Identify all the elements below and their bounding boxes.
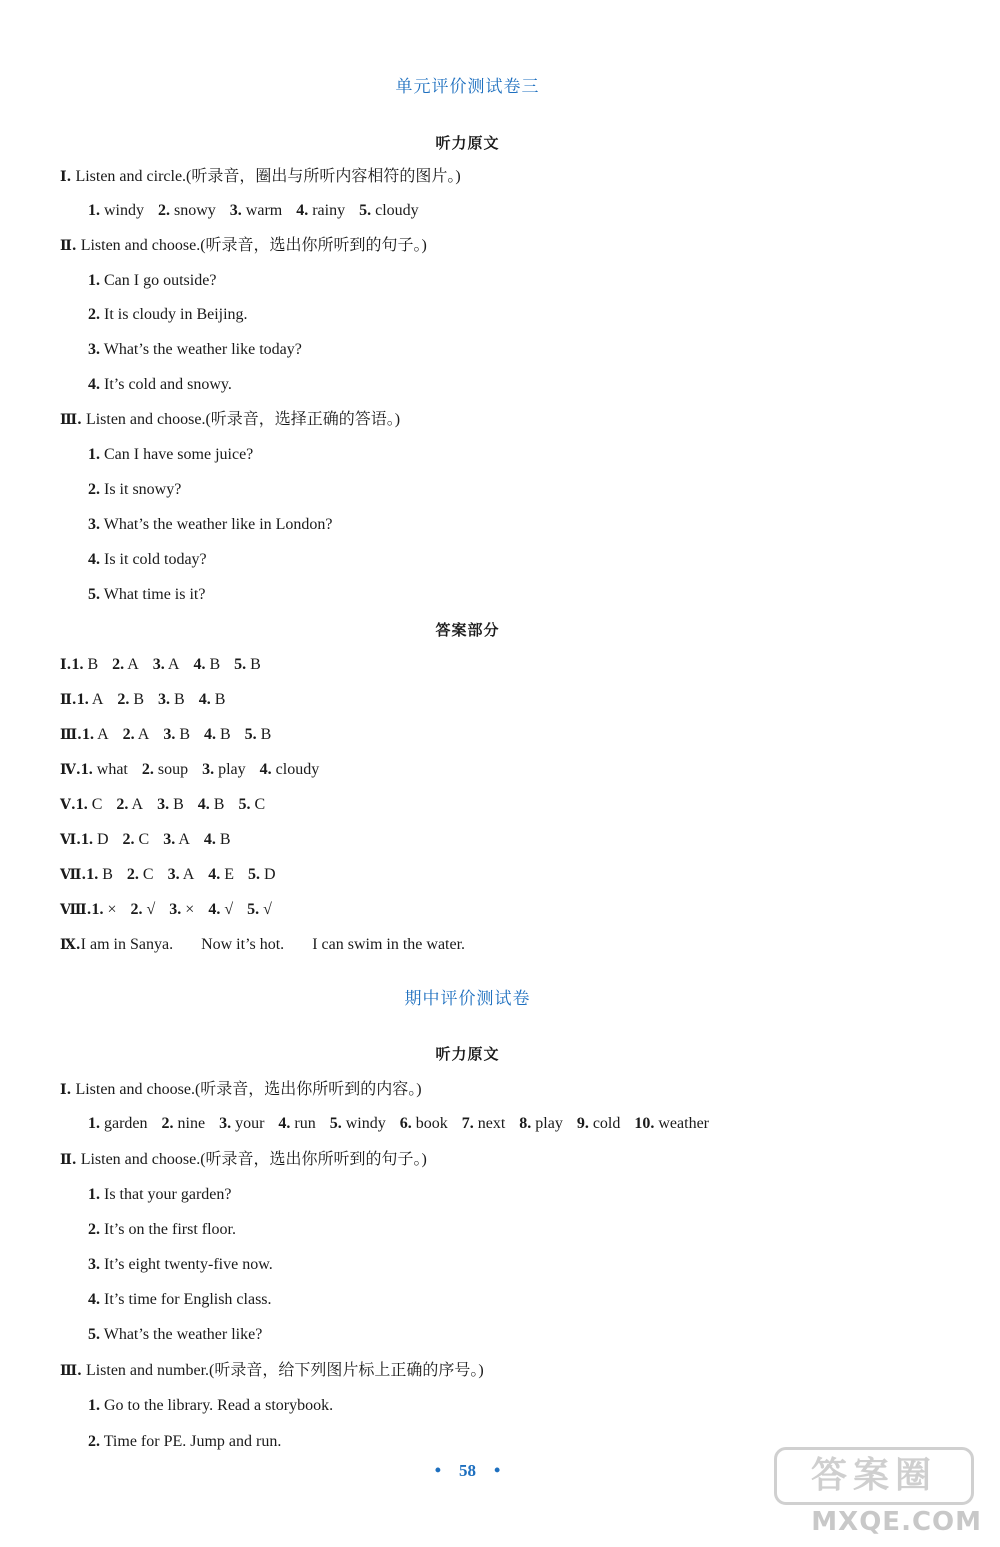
list-item: 1. Go to the library. Read a storybook. bbox=[88, 1397, 334, 1414]
question-2-instruction: Ⅱ. Listen and choose.(听录音，选出你所听到的句子。) bbox=[60, 237, 427, 254]
list-item: 1. windy bbox=[88, 202, 144, 219]
list-item: 4. run bbox=[278, 1115, 316, 1132]
question-1-instruction: Ⅰ. Listen and choose.(听录音，选出你所听到的内容。) bbox=[60, 1081, 422, 1098]
list-item: 5. What time is it? bbox=[88, 586, 206, 603]
list-item: 5. What’s the weather like? bbox=[88, 1326, 263, 1343]
answer-row: Ⅷ.1. × 2. √ 3. × 4. √ 5. √ bbox=[60, 901, 272, 918]
page-number: • 58 • bbox=[434, 1460, 501, 1480]
answer-row: Ⅶ.1. B 2. C 3. A 4. E 5. D bbox=[60, 866, 276, 883]
list-item: 1. garden bbox=[88, 1115, 148, 1132]
list-item: 4. rainy bbox=[296, 202, 346, 219]
list-item: 2. It’s on the first floor. bbox=[88, 1221, 236, 1238]
list-item: 2. nine bbox=[161, 1115, 206, 1132]
answer-row: Ⅱ.1. A 2. B 3. B 4. B bbox=[60, 691, 226, 708]
list-item: 3. your bbox=[219, 1115, 265, 1132]
list-item: 3. It’s eight twenty-five now. bbox=[88, 1256, 273, 1273]
list-item: 2. It is cloudy in Beijing. bbox=[88, 306, 248, 323]
question-2-instruction: Ⅱ. Listen and choose.(听录音，选出你所听到的句子。) bbox=[60, 1151, 427, 1168]
list-item: 9. cold bbox=[576, 1115, 621, 1132]
bullet-dot-icon: • bbox=[494, 1460, 501, 1480]
question-3-instruction: Ⅲ. Listen and number.(听录音，给下列图片标上正确的序号。) bbox=[60, 1362, 484, 1379]
list-item: 3. What’s the weather like today? bbox=[88, 341, 302, 358]
watermark-url: MXQE.COM bbox=[811, 1507, 982, 1537]
question-1-items bbox=[88, 1114, 719, 1134]
list-item: 6. book bbox=[399, 1115, 448, 1132]
list-item: 2. snowy bbox=[158, 202, 216, 219]
bullet-dot-icon: • bbox=[434, 1460, 441, 1480]
list-item: 2. Is it snowy? bbox=[88, 481, 182, 498]
question-3-instruction: Ⅲ. Listen and choose.(听录音，选择正确的答语。) bbox=[60, 411, 401, 428]
list-item: 1. Is that your garden? bbox=[88, 1186, 232, 1203]
answer-row: Ⅲ.1. A 2. A 3. B 4. B 5. B bbox=[60, 726, 272, 743]
list-item: 4. It’s cold and snowy. bbox=[88, 376, 232, 393]
watermark-logo: 答案圈 bbox=[774, 1447, 974, 1505]
list-item: 10. weather bbox=[634, 1115, 710, 1132]
list-item: 1. Can I have some juice? bbox=[88, 446, 254, 463]
listening-heading: 听力原文 bbox=[435, 1045, 500, 1063]
list-item: 4. Is it cold today? bbox=[88, 551, 207, 568]
list-item: 8. play bbox=[519, 1115, 563, 1132]
list-item: 3. warm bbox=[229, 202, 283, 219]
watermark bbox=[762, 1447, 982, 1537]
answers-heading: 答案部分 bbox=[435, 621, 500, 639]
answer-row: Ⅸ.I am in Sanya. Now it’s hot. I can swim in the water. bbox=[60, 936, 466, 953]
section-title-midterm-test: 期中评价测试卷 bbox=[404, 989, 531, 1009]
list-item: 2. Time for PE. Jump and run. bbox=[88, 1433, 282, 1450]
question-1-items bbox=[88, 201, 429, 221]
question-1-instruction bbox=[60, 167, 461, 187]
list-item: 3. What’s the weather like in London? bbox=[88, 516, 333, 533]
list-item: 4. It’s time for English class. bbox=[88, 1291, 272, 1308]
listening-heading: 听力原文 bbox=[435, 134, 500, 152]
answer-row: Ⅳ.1. what 2. soup 3. play 4. cloudy bbox=[60, 761, 320, 778]
answer-row: Ⅵ.1. D 2. C 3. A 4. B bbox=[60, 831, 231, 848]
list-item: 5. cloudy bbox=[359, 202, 419, 219]
list-item: 1. Can I go outside? bbox=[88, 272, 217, 289]
list-item: 5. windy bbox=[329, 1115, 386, 1132]
roman-numeral: Ⅰ. bbox=[60, 169, 72, 185]
instruction-text: Listen and circle.(听录音，圈出与所听内容相符的图片。) bbox=[75, 168, 461, 185]
answer-row: Ⅴ.1. C 2. A 3. B 4. B 5. C bbox=[60, 796, 266, 813]
answer-row: Ⅰ.1. B 2. A 3. A 4. B 5. B bbox=[60, 656, 261, 673]
section-title-unit-test-3: 单元评价测试卷三 bbox=[395, 77, 540, 97]
list-item: 7. next bbox=[461, 1115, 506, 1132]
